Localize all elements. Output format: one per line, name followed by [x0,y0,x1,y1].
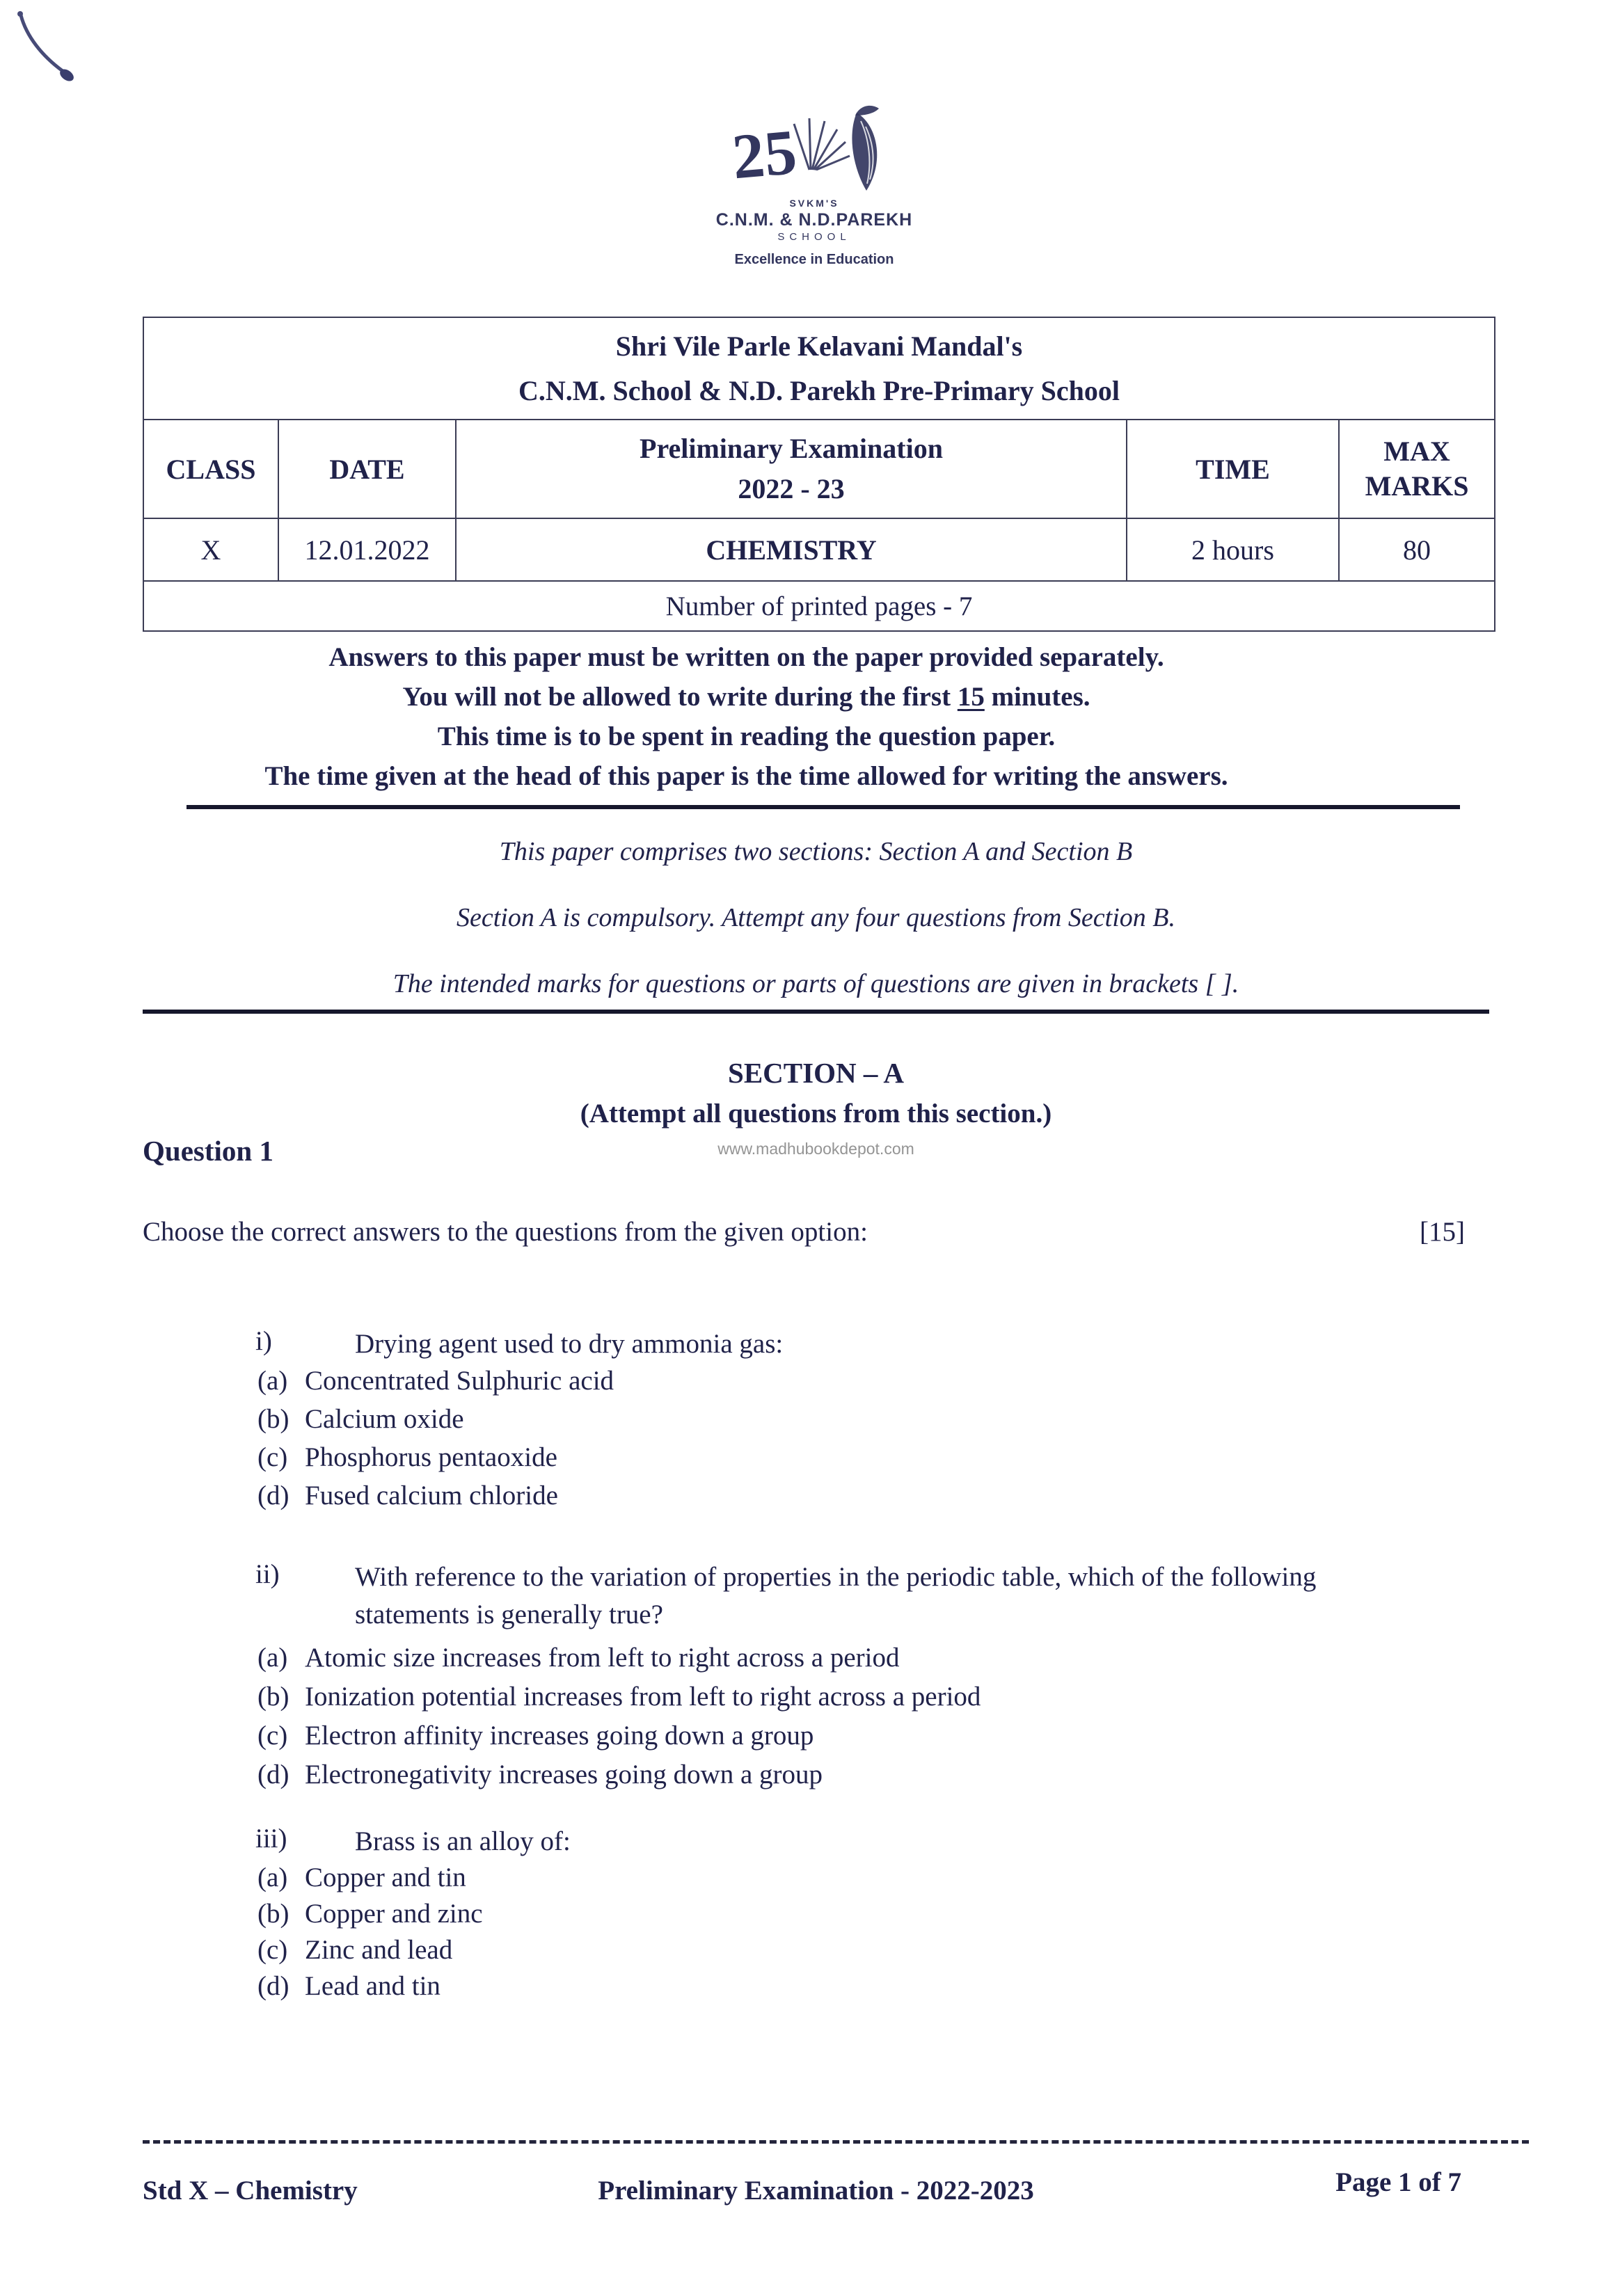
section-a-subtitle: (Attempt all questions from this section.) [580,1099,1052,1129]
option-label: (a) [257,1643,288,1673]
option-text: Atomic size increases from left to right across a period [305,1643,900,1673]
option-label: (b) [257,1899,289,1929]
option-text: Zinc and lead [305,1935,453,1965]
question-text: Drying agent used to dry ammonia gas: [355,1329,784,1359]
option-text: Electron affinity increases going down a group [305,1721,814,1751]
max-marks-header: MAX MARKS [1339,420,1495,518]
horizontal-rule [187,805,1460,809]
question-number: iii) [255,1824,287,1853]
option-text: Fused calcium chloride [305,1481,558,1510]
subject-value: CHEMISTRY [456,518,1127,581]
logo-org-text: SVKM'S [789,198,839,209]
question-1-label: Question 1 [143,1135,273,1167]
instruction-line: This time is to be spent in reading the question paper. [437,722,1056,751]
question-1-prompt [143,1216,1465,1247]
school-logo [672,103,957,268]
option-label: (d) [257,1481,289,1510]
option-text: Concentrated Sulphuric acid [305,1366,614,1396]
watermark-text: www.madhubookdepot.com [717,1140,914,1158]
option-text: Electronegativity increases going down a group [305,1760,823,1789]
option-label: (d) [257,1760,289,1789]
pen-mark [0,0,118,118]
logo-25th-anniversary-graphic [727,103,901,200]
prompt-text: Choose the correct answers to the questions from the given option: [143,1217,868,1247]
exam-header: Preliminary Examination 2022 - 23 [456,420,1127,518]
marks-badge: [15] [1420,1217,1465,1247]
option-text: Phosphorus pentaoxide [305,1442,557,1472]
footer-exam: Preliminary Examination - 2022-2023 [598,2176,1034,2206]
class-value: X [143,518,278,581]
option-text: Lead and tin [305,1971,441,2001]
option-label: (a) [257,1366,288,1396]
option-label: (d) [257,1971,289,2001]
underlined-minutes: 15 [957,682,985,712]
school-title-cell [143,317,1495,420]
question-number: ii) [255,1559,280,1589]
exam-info-table [143,317,1495,632]
time-header: TIME [1127,420,1339,518]
footer-subject: Std X – Chemistry [143,2176,358,2206]
note-line: The intended marks for questions or parts of questions are given in brackets [ ]. [392,969,1239,998]
instruction-line: The time given at the head of this paper is the time allowed for writing the answers. [264,761,1228,791]
exam-instructions [104,637,1388,796]
footer-page-number: Page 1 of 7 [1335,2167,1461,2197]
question-text: With reference to the variation of properties in the periodic table, which of the following statements is generally true? [355,1562,1317,1629]
question-text: Brass is an alloy of: [355,1826,571,1856]
note-line: Section A is compulsory. Attempt any four questions from Section B. [457,903,1175,932]
option-label: (a) [257,1863,288,1892]
footer-dashed-rule [143,2140,1529,2144]
option-text: Calcium oxide [305,1404,464,1434]
class-header: CLASS [143,420,278,518]
max-marks-value: 80 [1339,518,1495,581]
option-label: (c) [257,1935,288,1965]
option-text: Copper and tin [305,1863,466,1892]
note-line: This paper comprises two sections: Section A and Section B [499,837,1133,866]
logo-school-word: SCHOOL [777,231,851,243]
logo-school-name: C.N.M. & N.D.PAREKH [715,210,913,230]
printed-pages-note: Number of printed pages - 7 [143,581,1495,631]
logo-25-number: 25 [729,115,800,193]
date-value: 12.01.2022 [278,518,456,581]
school-name: C.N.M. School & N.D. Parekh Pre-Primary School [518,374,1120,406]
option-text: Copper and zinc [305,1899,483,1929]
date-header: DATE [278,420,456,518]
instruction-line: You will not be allowed to write during the first 15 minutes. [402,682,1090,712]
page-footer [143,2167,1489,2206]
logo-tagline: Excellence in Education [734,252,894,267]
trust-name: Shri Vile Parle Kelavani Mandal's [615,330,1023,362]
section-a-title: SECTION – A [728,1057,904,1089]
option-text: Ionization potential increases from left to right across a period [305,1682,981,1712]
option-label: (c) [257,1442,288,1472]
question-number: i) [255,1326,272,1356]
option-label: (c) [257,1721,288,1751]
paper-notes [143,836,1489,1035]
option-label: (b) [257,1404,289,1434]
instruction-line: Answers to this paper must be written on the paper provided separately. [328,642,1164,672]
time-value: 2 hours [1127,518,1339,581]
option-label: (b) [257,1682,289,1712]
horizontal-rule [143,1010,1489,1014]
